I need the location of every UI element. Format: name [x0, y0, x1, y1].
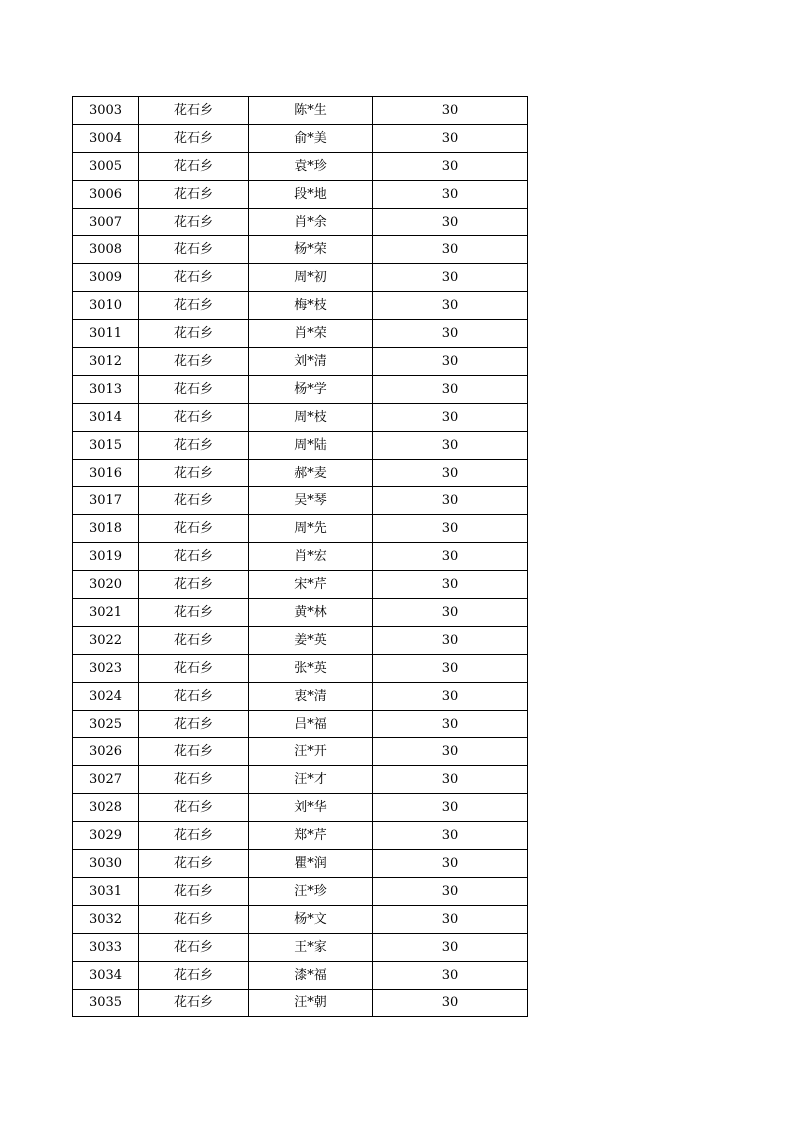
row-id-cell: 3005: [73, 152, 139, 180]
table-row: [73, 431, 528, 459]
row-id-cell: 3007: [73, 208, 139, 236]
township-cell: 花石乡: [139, 208, 249, 236]
roster-table-body: [73, 97, 528, 1017]
table-row: [73, 850, 528, 878]
table-row: [73, 599, 528, 627]
amount-cell: 30: [373, 877, 528, 905]
township-cell: 花石乡: [139, 738, 249, 766]
township-cell: 花石乡: [139, 794, 249, 822]
person-name-cell: 杨*荣: [249, 236, 373, 264]
person-name-cell: 梅*枝: [249, 292, 373, 320]
township-cell: 花石乡: [139, 710, 249, 738]
township-cell: 花石乡: [139, 236, 249, 264]
amount-cell: 30: [373, 431, 528, 459]
table-row: [73, 905, 528, 933]
township-cell: 花石乡: [139, 989, 249, 1017]
amount-cell: 30: [373, 766, 528, 794]
township-cell: 花石乡: [139, 766, 249, 794]
person-name-cell: 周*枝: [249, 403, 373, 431]
person-name-cell: 张*英: [249, 654, 373, 682]
row-id-cell: 3011: [73, 320, 139, 348]
amount-cell: 30: [373, 850, 528, 878]
table-row: [73, 682, 528, 710]
amount-cell: 30: [373, 97, 528, 125]
amount-cell: 30: [373, 320, 528, 348]
table-row: [73, 459, 528, 487]
row-id-cell: 3006: [73, 180, 139, 208]
table-row: [73, 292, 528, 320]
row-id-cell: 3020: [73, 571, 139, 599]
township-cell: 花石乡: [139, 264, 249, 292]
person-name-cell: 刘*华: [249, 794, 373, 822]
roster-table: [72, 96, 528, 1017]
person-name-cell: 杨*学: [249, 375, 373, 403]
person-name-cell: 周*陆: [249, 431, 373, 459]
table-row: [73, 794, 528, 822]
amount-cell: 30: [373, 515, 528, 543]
row-id-cell: 3033: [73, 933, 139, 961]
row-id-cell: 3027: [73, 766, 139, 794]
row-id-cell: 3029: [73, 822, 139, 850]
table-row: [73, 654, 528, 682]
township-cell: 花石乡: [139, 124, 249, 152]
township-cell: 花石乡: [139, 459, 249, 487]
amount-cell: 30: [373, 794, 528, 822]
person-name-cell: 宋*芹: [249, 571, 373, 599]
amount-cell: 30: [373, 348, 528, 376]
township-cell: 花石乡: [139, 654, 249, 682]
township-cell: 花石乡: [139, 375, 249, 403]
person-name-cell: 肖*宏: [249, 543, 373, 571]
row-id-cell: 3025: [73, 710, 139, 738]
table-row: [73, 515, 528, 543]
row-id-cell: 3034: [73, 961, 139, 989]
table-row: [73, 766, 528, 794]
person-name-cell: 汪*珍: [249, 877, 373, 905]
table-row: [73, 822, 528, 850]
amount-cell: 30: [373, 152, 528, 180]
township-cell: 花石乡: [139, 682, 249, 710]
row-id-cell: 3003: [73, 97, 139, 125]
township-cell: 花石乡: [139, 515, 249, 543]
person-name-cell: 吴*琴: [249, 487, 373, 515]
row-id-cell: 3030: [73, 850, 139, 878]
row-id-cell: 3016: [73, 459, 139, 487]
row-id-cell: 3023: [73, 654, 139, 682]
person-name-cell: 姜*英: [249, 626, 373, 654]
person-name-cell: 肖*余: [249, 208, 373, 236]
table-row: [73, 375, 528, 403]
row-id-cell: 3004: [73, 124, 139, 152]
row-id-cell: 3017: [73, 487, 139, 515]
amount-cell: 30: [373, 180, 528, 208]
person-name-cell: 王*家: [249, 933, 373, 961]
table-row: [73, 180, 528, 208]
table-row: [73, 348, 528, 376]
table-row: [73, 320, 528, 348]
table-row: [73, 152, 528, 180]
table-row: [73, 961, 528, 989]
person-name-cell: 刘*清: [249, 348, 373, 376]
person-name-cell: 汪*才: [249, 766, 373, 794]
person-name-cell: 黄*林: [249, 599, 373, 627]
township-cell: 花石乡: [139, 822, 249, 850]
township-cell: 花石乡: [139, 599, 249, 627]
person-name-cell: 汪*朝: [249, 989, 373, 1017]
amount-cell: 30: [373, 599, 528, 627]
township-cell: 花石乡: [139, 180, 249, 208]
row-id-cell: 3019: [73, 543, 139, 571]
table-row: [73, 571, 528, 599]
amount-cell: 30: [373, 682, 528, 710]
amount-cell: 30: [373, 459, 528, 487]
township-cell: 花石乡: [139, 487, 249, 515]
amount-cell: 30: [373, 487, 528, 515]
amount-cell: 30: [373, 236, 528, 264]
township-cell: 花石乡: [139, 905, 249, 933]
row-id-cell: 3015: [73, 431, 139, 459]
person-name-cell: 陈*生: [249, 97, 373, 125]
township-cell: 花石乡: [139, 431, 249, 459]
person-name-cell: 周*先: [249, 515, 373, 543]
township-cell: 花石乡: [139, 571, 249, 599]
amount-cell: 30: [373, 571, 528, 599]
amount-cell: 30: [373, 989, 528, 1017]
person-name-cell: 汪*开: [249, 738, 373, 766]
township-cell: 花石乡: [139, 933, 249, 961]
table-row: [73, 989, 528, 1017]
township-cell: 花石乡: [139, 152, 249, 180]
amount-cell: 30: [373, 208, 528, 236]
row-id-cell: 3022: [73, 626, 139, 654]
row-id-cell: 3010: [73, 292, 139, 320]
township-cell: 花石乡: [139, 626, 249, 654]
amount-cell: 30: [373, 626, 528, 654]
township-cell: 花石乡: [139, 877, 249, 905]
row-id-cell: 3026: [73, 738, 139, 766]
row-id-cell: 3035: [73, 989, 139, 1017]
row-id-cell: 3024: [73, 682, 139, 710]
township-cell: 花石乡: [139, 403, 249, 431]
table-row: [73, 403, 528, 431]
person-name-cell: 俞*美: [249, 124, 373, 152]
row-id-cell: 3008: [73, 236, 139, 264]
amount-cell: 30: [373, 403, 528, 431]
row-id-cell: 3012: [73, 348, 139, 376]
amount-cell: 30: [373, 124, 528, 152]
row-id-cell: 3018: [73, 515, 139, 543]
table-row: [73, 236, 528, 264]
table-row: [73, 208, 528, 236]
row-id-cell: 3032: [73, 905, 139, 933]
row-id-cell: 3013: [73, 375, 139, 403]
table-row: [73, 933, 528, 961]
row-id-cell: 3014: [73, 403, 139, 431]
person-name-cell: 杨*文: [249, 905, 373, 933]
person-name-cell: 吕*福: [249, 710, 373, 738]
table-row: [73, 124, 528, 152]
township-cell: 花石乡: [139, 97, 249, 125]
table-row: [73, 97, 528, 125]
row-id-cell: 3028: [73, 794, 139, 822]
amount-cell: 30: [373, 738, 528, 766]
township-cell: 花石乡: [139, 961, 249, 989]
amount-cell: 30: [373, 264, 528, 292]
table-row: [73, 626, 528, 654]
table-row: [73, 264, 528, 292]
township-cell: 花石乡: [139, 850, 249, 878]
amount-cell: 30: [373, 710, 528, 738]
table-row: [73, 738, 528, 766]
table-row: [73, 487, 528, 515]
amount-cell: 30: [373, 654, 528, 682]
row-id-cell: 3021: [73, 599, 139, 627]
row-id-cell: 3009: [73, 264, 139, 292]
table-row: [73, 710, 528, 738]
person-name-cell: 段*地: [249, 180, 373, 208]
amount-cell: 30: [373, 543, 528, 571]
table-row: [73, 877, 528, 905]
person-name-cell: 袁*珍: [249, 152, 373, 180]
table-row: [73, 543, 528, 571]
township-cell: 花石乡: [139, 543, 249, 571]
person-name-cell: 衷*清: [249, 682, 373, 710]
township-cell: 花石乡: [139, 320, 249, 348]
amount-cell: 30: [373, 933, 528, 961]
amount-cell: 30: [373, 822, 528, 850]
amount-cell: 30: [373, 292, 528, 320]
person-name-cell: 漆*福: [249, 961, 373, 989]
person-name-cell: 周*初: [249, 264, 373, 292]
person-name-cell: 郑*芹: [249, 822, 373, 850]
amount-cell: 30: [373, 961, 528, 989]
amount-cell: 30: [373, 375, 528, 403]
township-cell: 花石乡: [139, 348, 249, 376]
row-id-cell: 3031: [73, 877, 139, 905]
person-name-cell: 瞿*润: [249, 850, 373, 878]
township-cell: 花石乡: [139, 292, 249, 320]
person-name-cell: 郝*麦: [249, 459, 373, 487]
person-name-cell: 肖*荣: [249, 320, 373, 348]
amount-cell: 30: [373, 905, 528, 933]
